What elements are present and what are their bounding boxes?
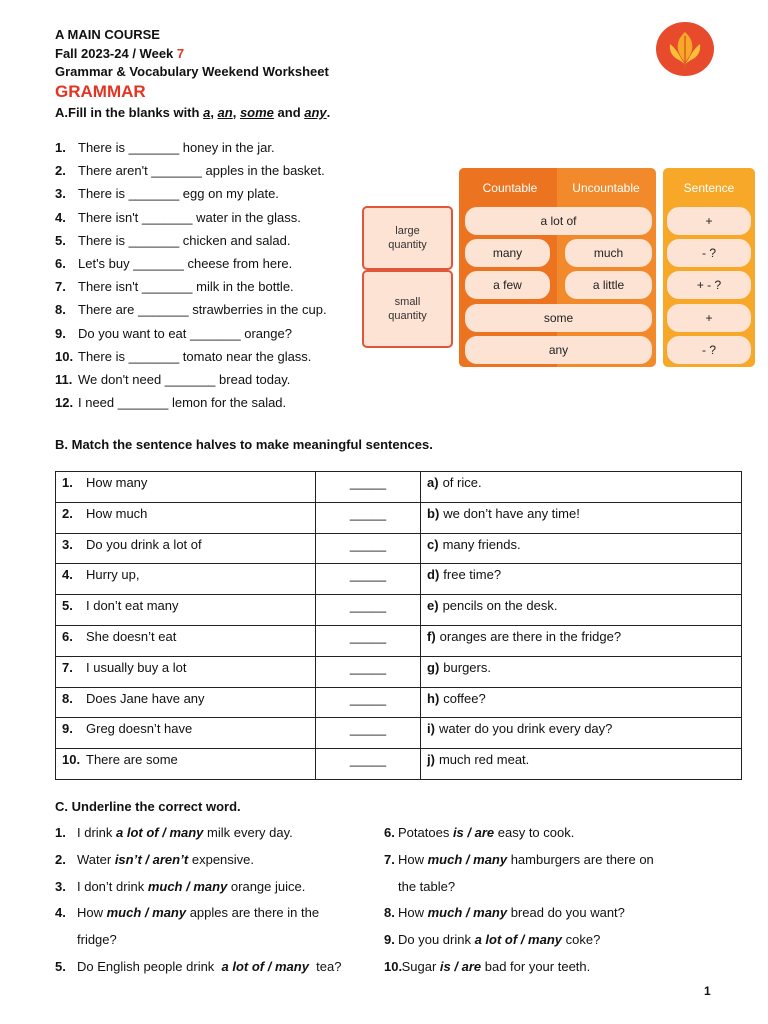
row-number: 4. <box>62 567 73 583</box>
sentence-type-4: + <box>667 304 751 332</box>
option-letter: d) <box>427 567 440 583</box>
underline-item <box>384 905 625 920</box>
sentence-end: oranges are there in the fridge? <box>439 628 622 644</box>
fill-blank-item <box>55 326 292 341</box>
answer-blank[interactable]: _____ <box>316 595 421 626</box>
sentence-type-2: - ? <box>667 239 751 267</box>
sentence-end: pencils on the desk. <box>442 598 558 614</box>
item-text-end: tea? <box>308 959 342 974</box>
sentence-end-cell <box>421 687 742 718</box>
item-text-end: orange juice. <box>227 878 306 894</box>
item-text-end: milk every day. <box>203 825 293 840</box>
item-text: There is _______ tomato near the glass. <box>78 348 312 364</box>
item-text: Do English people drink <box>77 959 222 974</box>
sentence-start: Does Jane have any <box>86 690 205 706</box>
item-number: 3. <box>55 186 66 202</box>
item-number: 6. <box>55 256 66 271</box>
option-letter: e) <box>427 598 439 614</box>
item-number: 10. <box>55 348 74 364</box>
item-text: There aren't _______ apples in the basket. <box>78 163 325 179</box>
sentence-start: There are some <box>86 752 178 768</box>
word-choice[interactable]: a lot of / many <box>474 932 562 948</box>
section-c-title: C. Underline the correct word. <box>55 799 241 814</box>
row-number: 6. <box>62 628 73 644</box>
sentence-end: many friends. <box>442 536 521 552</box>
table-row <box>56 564 742 595</box>
item-number: 9. <box>384 932 395 948</box>
sentence-end: water do you drink every day? <box>438 721 613 737</box>
option-letter: i) <box>427 721 435 737</box>
answer-blank[interactable]: _____ <box>316 656 421 687</box>
item-number: 12. <box>55 395 74 411</box>
matching-table <box>55 471 742 780</box>
item-text: How <box>77 905 107 921</box>
option-letter: a) <box>427 475 439 490</box>
underline-item <box>384 932 600 947</box>
quantifier-a-lot-of: a lot of <box>465 207 652 235</box>
section-a-title: A.Fill in the blanks with a, an, some and any. <box>55 105 331 120</box>
answer-blank[interactable]: _____ <box>316 564 421 595</box>
sentence-start-cell <box>56 472 316 503</box>
term-text: Fall 2023-24 / Week <box>55 46 177 61</box>
autumn-leaves-icon <box>656 22 714 76</box>
countable-header: Countable <box>482 181 538 195</box>
table-row <box>56 472 742 503</box>
item-number: 7. <box>55 279 66 295</box>
row-number: 10. <box>62 752 81 768</box>
sentence-start: Greg doesn’t have <box>86 721 193 737</box>
sentence-type-1: + <box>667 207 751 235</box>
fill-blank-item <box>55 302 327 317</box>
word-choice[interactable]: a lot of / many <box>116 825 204 840</box>
item-number: 8. <box>55 302 66 318</box>
item-number: 9. <box>55 325 66 341</box>
item-text: I drink <box>77 825 117 840</box>
table-row <box>56 656 742 687</box>
row-number: 1. <box>62 475 73 490</box>
answer-blank[interactable]: _____ <box>316 502 421 533</box>
underline-item <box>384 852 654 867</box>
item-text: Sugar <box>398 959 440 974</box>
item-text: There isn't _______ milk in the bottle. <box>78 279 294 295</box>
item-text-end: easy to cook. <box>494 825 575 840</box>
row-number: 5. <box>62 598 73 614</box>
sentence-start: Hurry up, <box>86 567 140 583</box>
quantifier-a-few: a few <box>465 271 550 299</box>
sentence-start-cell <box>56 533 316 564</box>
item-text: There is _______ egg on my plate. <box>78 186 279 202</box>
fill-blank-item <box>55 256 292 271</box>
item-text: Do you drink <box>398 932 475 948</box>
sentence-start: She doesn’t eat <box>86 628 177 644</box>
item-text-end: apples are there in the <box>186 905 320 921</box>
option-letter: f) <box>427 628 436 644</box>
fill-blank-item <box>55 349 311 364</box>
word-choice[interactable]: much / many <box>427 905 508 921</box>
item-number: 10. <box>384 959 403 974</box>
underline-item <box>55 905 319 920</box>
item-number: 4. <box>55 209 66 225</box>
word-choice[interactable]: is / are <box>452 825 495 840</box>
fill-blank-item <box>55 210 301 225</box>
item-text-end: bad for your teeth. <box>481 959 591 974</box>
sentence-end-cell <box>421 564 742 595</box>
quantifier-many: many <box>465 239 550 267</box>
item-text: I don’t drink <box>77 878 148 894</box>
underline-item <box>55 932 117 947</box>
sentence-start-cell <box>56 564 316 595</box>
sentence-type-5: - ? <box>667 336 751 364</box>
underline-item <box>384 825 574 840</box>
item-text: There is _______ honey in the jar. <box>78 140 275 155</box>
small-quantity-label: small quantity <box>362 270 453 348</box>
fill-blank-item <box>55 233 290 248</box>
sentence-end-cell <box>421 625 742 656</box>
underline-item <box>384 879 455 894</box>
sentence-start: How much <box>86 505 148 521</box>
row-number: 7. <box>62 659 73 675</box>
sentence-start-cell <box>56 749 316 780</box>
word-choice[interactable]: a lot of / many <box>221 959 309 974</box>
fill-blank-item <box>55 186 279 201</box>
sentence-start: How many <box>86 475 148 490</box>
sentence-start-cell <box>56 718 316 749</box>
option-letter: g) <box>427 659 440 675</box>
table-row <box>56 502 742 533</box>
table-row <box>56 749 742 780</box>
underline-item <box>55 825 293 840</box>
fill-blank-item <box>55 395 286 410</box>
answer-blank[interactable]: _____ <box>316 533 421 564</box>
sentence-type-3: + - ? <box>667 271 751 299</box>
option-letter: h) <box>427 690 440 706</box>
row-number: 2. <box>62 505 73 521</box>
section-b-title: B. Match the sentence halves to make meaningful sentences. <box>55 437 433 452</box>
item-number: 1. <box>55 140 66 155</box>
underline-item <box>55 852 254 867</box>
sentence-start: Do you drink a lot of <box>86 536 202 552</box>
item-text: There is _______ chicken and salad. <box>78 232 291 248</box>
item-text: Do you want to eat _______ orange? <box>78 325 292 341</box>
item-text-end: hamburgers are there on <box>507 851 654 867</box>
item-text: How <box>398 851 428 867</box>
item-text: There are _______ strawberries in the cup. <box>78 302 327 318</box>
term-line <box>55 46 184 62</box>
sentence-end-cell <box>421 502 742 533</box>
page-number: 1 <box>704 984 711 998</box>
option-letter: b) <box>427 505 440 521</box>
fill-blank-item <box>55 372 290 387</box>
table-row <box>56 595 742 626</box>
quantifier-a-little: a little <box>565 271 652 299</box>
word-choice[interactable]: much / many <box>427 851 508 867</box>
sentence-start-cell <box>56 595 316 626</box>
option-letter: c) <box>427 536 439 552</box>
option-letter: j) <box>427 752 435 768</box>
item-number: 1. <box>55 825 66 840</box>
item-number: 4. <box>55 905 66 921</box>
sentence-start-cell <box>56 656 316 687</box>
sentence-end-cell <box>421 472 742 503</box>
row-number: 9. <box>62 721 73 737</box>
sentence-end: free time? <box>443 567 502 583</box>
uncountable-header: Uncountable <box>572 181 640 195</box>
sentence-end-cell <box>421 595 742 626</box>
row-number: 8. <box>62 690 73 706</box>
item-number: 11. <box>55 372 73 387</box>
fill-blank-item <box>55 279 294 294</box>
sentence-end-cell <box>421 749 742 780</box>
item-number: 2. <box>55 163 66 179</box>
sentence-start-cell <box>56 502 316 533</box>
sentence-end-cell <box>421 718 742 749</box>
answer-blank[interactable]: _____ <box>316 625 421 656</box>
table-row <box>56 533 742 564</box>
item-number: 5. <box>55 959 66 974</box>
underline-item <box>55 879 305 894</box>
quantifier-much: much <box>565 239 652 267</box>
worksheet-subtitle: Grammar & Vocabulary Weekend Worksheet <box>55 64 329 79</box>
sentence-end-cell <box>421 656 742 687</box>
word-choice[interactable]: much / many <box>106 905 187 921</box>
sentence-end: coffee? <box>443 690 486 706</box>
week-number: 7 <box>176 46 185 61</box>
sentence-end-cell <box>421 533 742 564</box>
item-text: How <box>398 905 428 921</box>
row-number: 3. <box>62 536 73 552</box>
item-text: fridge? <box>77 932 117 948</box>
item-number: 2. <box>55 851 66 867</box>
quantifier-some: some <box>465 304 652 332</box>
sentence-start-cell <box>56 625 316 656</box>
item-text-end: coke? <box>562 932 601 948</box>
answer-blank[interactable]: _____ <box>316 687 421 718</box>
sentence-header: Sentence <box>683 181 735 195</box>
sentence-end: of rice. <box>442 475 482 490</box>
sentence-end: we don’t have any time! <box>443 505 580 521</box>
table-row <box>56 718 742 749</box>
sentence-start: I usually buy a lot <box>86 659 187 675</box>
item-text: Potatoes <box>398 825 453 840</box>
table-row <box>56 625 742 656</box>
answer-blank[interactable]: _____ <box>316 718 421 749</box>
sentence-start-cell <box>56 687 316 718</box>
item-text: I need _______ lemon for the salad. <box>78 395 287 411</box>
table-row <box>56 687 742 718</box>
sentence-start: I don’t eat many <box>86 598 179 614</box>
item-text: Water <box>77 851 115 867</box>
underline-item <box>55 959 341 974</box>
course-title: A MAIN COURSE <box>55 27 160 42</box>
item-number: 5. <box>55 232 66 248</box>
fill-blank-item <box>55 140 275 155</box>
section-heading-grammar: GRAMMAR <box>55 82 146 101</box>
item-text: Let's buy _______ cheese from here. <box>78 256 293 271</box>
item-text: We don't need _______ bread today. <box>78 372 291 387</box>
item-number: 8. <box>384 905 395 921</box>
word-choice[interactable]: is / are <box>439 959 482 974</box>
item-text-end: expensive. <box>188 851 255 867</box>
item-number: 3. <box>55 878 66 894</box>
item-text-end: bread do you want? <box>507 905 625 921</box>
answer-blank[interactable]: _____ <box>316 749 421 780</box>
underline-item <box>384 959 590 974</box>
fill-blank-item <box>55 163 325 178</box>
sentence-end: much red meat. <box>438 752 530 768</box>
item-text: the table? <box>398 878 456 894</box>
word-choice[interactable]: much / many <box>147 878 228 894</box>
item-number: 7. <box>384 851 395 867</box>
item-number: 6. <box>384 825 395 840</box>
quantifier-any: any <box>465 336 652 364</box>
item-text: There isn't _______ water in the glass. <box>78 209 301 225</box>
sentence-end: burgers. <box>443 659 491 675</box>
large-quantity-label: large quantity <box>362 206 453 270</box>
answer-blank[interactable]: _____ <box>316 472 421 503</box>
word-choice[interactable]: isn’t / aren’t <box>114 851 189 867</box>
